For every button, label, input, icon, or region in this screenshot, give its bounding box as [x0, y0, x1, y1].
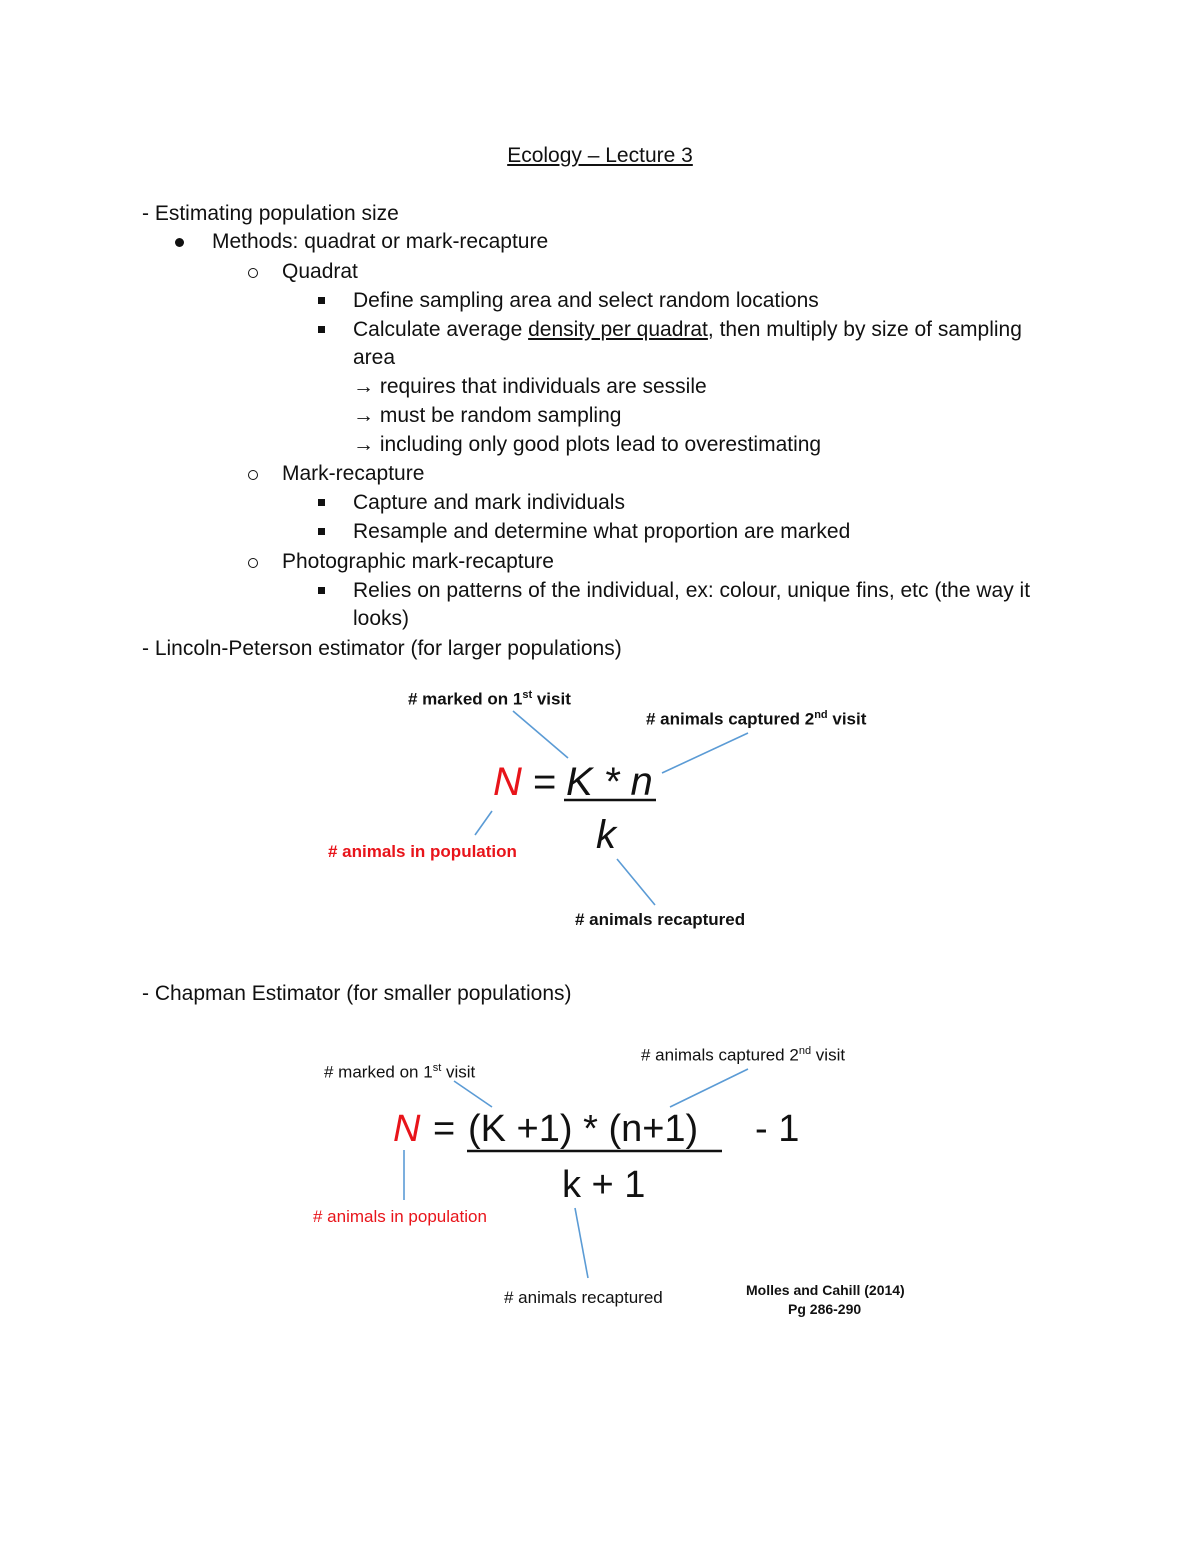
underlined-term: density per quadrat: [528, 318, 708, 341]
list-item-p1-cont: looks): [353, 607, 410, 630]
label-animals-in-population: # animals in population: [328, 842, 517, 861]
equation-minus-one: - 1: [755, 1108, 800, 1150]
list-item-m1: Capture and mark individuals: [353, 491, 625, 514]
label-captured-second-visit: # animals captured 2nd visit: [646, 709, 867, 729]
section-heading-chapman: - Chapman Estimator (for smaller populations): [142, 982, 572, 1005]
connector-line: [513, 711, 568, 758]
list-item-q2: Calculate average density per quadrat, then multiply by size of sampling: [353, 318, 1022, 341]
reference-pages: Pg 286-290: [788, 1301, 862, 1317]
equation-N: N: [393, 1108, 421, 1150]
page-title: Ecology – Lecture 3: [507, 144, 693, 167]
label-captured-second-visit: # animals captured 2nd visit: [641, 1045, 846, 1065]
connector-line: [617, 859, 655, 905]
label-marked-first-visit: # marked on 1st visit: [324, 1062, 476, 1082]
arrow-note-3: → including only good plots lead to overestimating: [353, 433, 822, 456]
equation-equals: =: [433, 1108, 456, 1150]
list-item-methods: Methods: quadrat or mark-recapture: [212, 230, 549, 253]
list-item-mark-recapture: Mark-recapture: [282, 462, 425, 485]
list-item-quadrat: Quadrat: [282, 260, 358, 283]
equation-denominator: k + 1: [562, 1164, 646, 1206]
section-heading-estimating: - Estimating population size: [142, 202, 399, 225]
equation-equals: =: [533, 760, 557, 804]
label-animals-in-population: # animals in population: [313, 1207, 487, 1226]
list-item-photographic: Photographic mark-recapture: [282, 550, 554, 573]
equation-denominator: k: [596, 813, 616, 857]
list-item-q1: Define sampling area and select random locations: [353, 289, 819, 312]
arrow-note-2: → must be random sampling: [353, 404, 622, 427]
connector-line: [475, 811, 492, 835]
equation-numerator: K * n: [566, 760, 653, 804]
connector-line: [454, 1081, 492, 1107]
list-item-p1: Relies on patterns of the individual, ex: colour, unique fins, etc (the way it: [353, 579, 1031, 602]
reference-author: Molles and Cahill (2014): [746, 1282, 905, 1298]
section-heading-lincoln: - Lincoln-Peterson estimator (for larger populations): [142, 637, 622, 660]
label-animals-recaptured: # animals recaptured: [504, 1288, 663, 1307]
list-item-m2: Resample and determine what proportion are marked: [353, 520, 851, 543]
connector-line: [670, 1069, 748, 1107]
connector-line: [575, 1208, 588, 1278]
label-marked-first-visit: # marked on 1st visit: [408, 689, 571, 709]
equation-numerator: (K +1) * (n+1): [468, 1108, 699, 1150]
label-animals-recaptured: # animals recaptured: [575, 910, 746, 929]
list-item-q2-cont: area: [353, 346, 396, 369]
arrow-note-1: → requires that individuals are sessile: [353, 375, 707, 398]
equation-N: N: [493, 760, 522, 804]
connector-line: [662, 733, 748, 773]
